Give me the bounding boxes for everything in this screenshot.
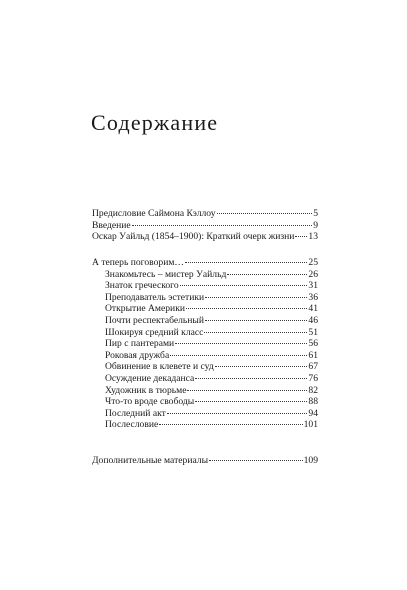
dot-leader (132, 225, 313, 226)
dot-leader (195, 401, 307, 402)
toc-chapter[interactable] (92, 292, 318, 304)
toc-chapter[interactable] (92, 315, 318, 327)
toc-entry-page: 31 (308, 280, 318, 292)
toc-entry-page: 25 (308, 257, 318, 268)
toc-chapter[interactable] (92, 280, 318, 292)
toc-entry-page: 109 (303, 455, 318, 466)
dot-leader (195, 378, 307, 379)
toc-chapter[interactable] (92, 269, 318, 281)
toc-entry-page: 76 (308, 372, 318, 384)
toc-front-matter (92, 208, 318, 243)
toc-entry-page: 101 (303, 419, 318, 431)
toc-entry-title: Предисловие Саймона Кэллоу (92, 208, 216, 219)
toc-part-heading[interactable] (92, 257, 318, 269)
toc-chapter[interactable] (92, 373, 318, 385)
toc-chapter[interactable] (92, 338, 318, 350)
toc-entry-page: 13 (308, 231, 318, 243)
dot-leader (217, 213, 313, 214)
toc-chapter[interactable] (92, 361, 318, 373)
toc-entry-title: Роковая дружба (105, 349, 170, 361)
toc-entry-page: 46 (308, 314, 318, 326)
toc-entry[interactable] (92, 208, 318, 220)
toc-entry[interactable] (92, 220, 318, 232)
dot-leader (175, 343, 307, 344)
dot-leader (187, 390, 307, 391)
dot-leader (227, 274, 307, 275)
toc-chapter[interactable] (92, 327, 318, 339)
toc-entry-title: Что-то вроде свободы (105, 396, 195, 408)
dot-leader (180, 285, 308, 286)
toc-entry-title: А теперь поговорим… (92, 257, 185, 268)
toc-entry-page: 5 (313, 208, 318, 219)
toc-entry-title: Послесловие (105, 419, 159, 431)
toc-entry-page: 41 (308, 303, 318, 315)
toc-entry-title: Дополнительные материалы (92, 455, 209, 466)
dot-leader (205, 320, 307, 321)
toc-entry-page: 94 (308, 407, 318, 419)
toc-chapter[interactable] (92, 419, 318, 431)
toc-entry-page: 26 (308, 268, 318, 280)
dot-leader (186, 308, 307, 309)
dot-leader (185, 262, 307, 263)
dot-leader (170, 355, 307, 356)
toc-entry-title: Осуждение декаданса (105, 372, 195, 384)
toc-entry-title: Последний акт (105, 407, 166, 419)
toc-chapter[interactable] (92, 385, 318, 397)
toc-entry-page: 36 (308, 291, 318, 303)
toc-entry-title: Введение (92, 219, 131, 231)
dot-leader (205, 297, 307, 298)
toc-entry-page: 88 (308, 396, 318, 408)
toc-entry-page: 51 (308, 326, 318, 338)
toc-main-part (92, 257, 318, 431)
dot-leader (215, 366, 308, 367)
toc-entry-title: Знакомьтесь – мистер Уайльд (105, 268, 227, 280)
toc-chapter[interactable] (92, 408, 318, 420)
toc-entry-page: 61 (308, 349, 318, 361)
dot-leader (204, 332, 307, 333)
toc-entry-title: Пир с пантерами (105, 338, 175, 350)
toc-entry-title: Знаток греческого (105, 280, 179, 292)
toc-entry-page: 82 (308, 384, 318, 396)
dot-leader (295, 236, 307, 237)
toc-entry[interactable] (92, 231, 318, 243)
toc-back-matter (92, 455, 318, 467)
toc-entry-title: Шокируя средний класс (105, 326, 204, 338)
toc-chapter[interactable] (92, 303, 318, 315)
dot-leader (159, 424, 302, 425)
toc-entry-page: 56 (308, 338, 318, 350)
toc-chapter[interactable] (92, 396, 318, 408)
toc-entry-page: 67 (308, 361, 318, 373)
toc-entry-title: Открытие Америки (105, 303, 185, 315)
toc-entry-title: Художник в тюрьме (105, 384, 187, 396)
toc-chapter[interactable] (92, 350, 318, 362)
toc-entry-title: Оскар Уайльд (1854–1900): Краткий очерк жизни (92, 231, 295, 243)
page-title: Содержание (91, 110, 219, 135)
toc-entry-title: Обвинение в клевете и суд (105, 361, 214, 373)
toc-entry[interactable] (92, 455, 318, 467)
toc-entry-title: Почти респектабельный (105, 314, 204, 326)
toc-entry-title: Преподаватель эстетики (105, 291, 205, 303)
dot-leader (209, 460, 303, 461)
toc-entry-page: 9 (313, 219, 318, 231)
dot-leader (167, 413, 308, 414)
